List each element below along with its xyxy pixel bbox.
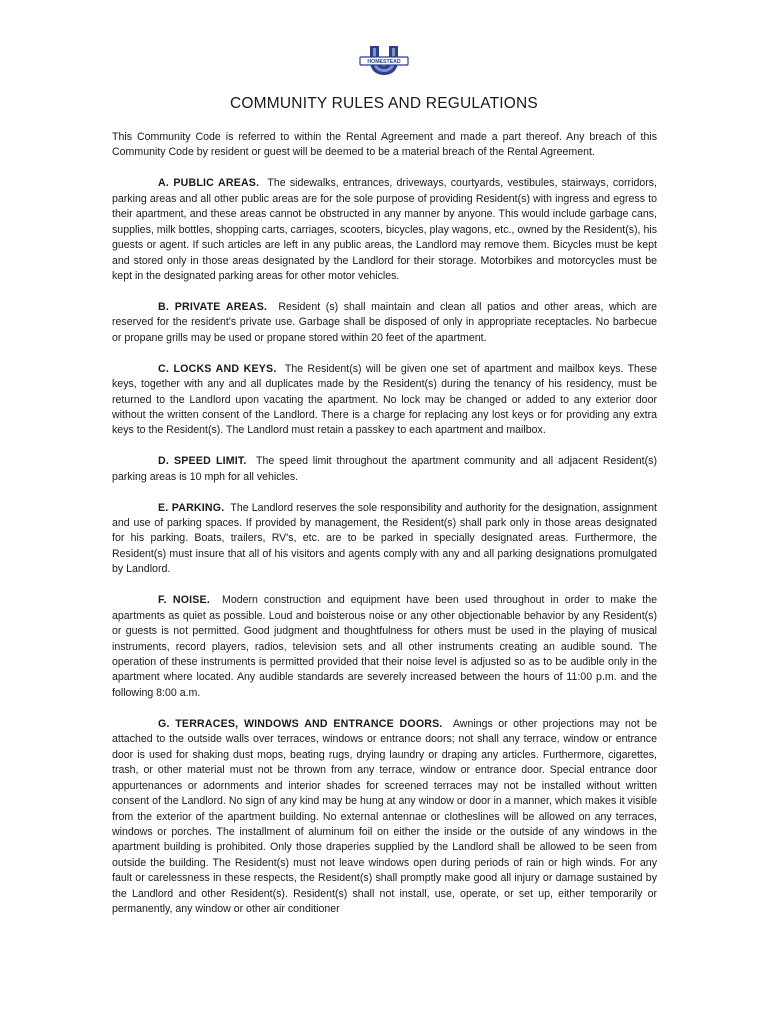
section-f-paragraph (112, 593, 657, 701)
section-e-text: The Landlord reserves the sole responsibility and authority for the designation, assignment and use of parking spaces. If provided by management, the Resident(s) shall park only in those areas designated for his parking. Boats, trailers, RV's, etc. are to be parked in specially designated areas. Furthermore, the Resident(s) must insure that all of his visitors and agents comply with any and all parking designations promulgated by Landlord. (112, 501, 657, 576)
section-b-text: Resident (s) shall maintain and clean all patios and other areas, which are reserved for the resident's private use. Garbage shall be disposed of only in appropriate receptacles. No barbecue or propane grills may be used or propane stored within 20 feet of the apartment. (112, 300, 657, 344)
section-e-heading: E. PARKING. (158, 501, 225, 514)
document-body (112, 130, 657, 933)
section-a-text: The sidewalks, entrances, driveways, courtyards, vestibules, stairways, corridors, parking areas and all other public areas are for the sole purpose of providing Resident(s) with ingress and egress to their apartment, and these areas cannot be obstructed in any manner by anyone. This would include garbage cans, supplies, milk bottles, shopping carts, carriages, scooters, bicycles, play wagons, etc., owned by the Resident(s), his guests or agent. If such articles are left in any public areas, the Landlord may remove them. Bicycles must be kept and stored only in those areas designated by the Landlord for their storage. Motorbikes and motorcycles must be kept in the designated parking areas for other motor vehicles. (112, 177, 657, 283)
section-c-text: The Resident(s) will be given one set of apartment and mailbox keys. These keys, together with any and all duplicates made by the Resident(s) during the tenancy of his residency, must be returned to the Landlord upon vacating the apartment. No lock may be changed or added to any exterior door without the written consent of the Landlord. There is a charge for replacing any lost keys or for providing any extra keys to the Resident(s). The Landlord must retain a passkey to each apartment and mailbox. (112, 362, 658, 437)
logo-wordmark: HOMESTEAD (367, 59, 401, 66)
section-g-paragraph (112, 717, 657, 918)
homestead-logo (358, 44, 410, 80)
section-a-paragraph (112, 176, 657, 284)
section-d-paragraph (112, 454, 657, 485)
section-b-paragraph (112, 300, 657, 346)
section-a-heading: A. PUBLIC AREAS. (158, 177, 260, 190)
section-e-paragraph (112, 501, 657, 578)
section-f-heading: F. NOISE. (158, 594, 210, 607)
section-g-heading: G. TERRACES, WINDOWS AND ENTRANCE DOORS. (158, 717, 443, 730)
section-d-heading: D. SPEED LIMIT. (158, 455, 247, 468)
section-f-text: Modern construction and equipment have been used throughout in order to make the apartments as quiet as possible. Loud and boisterous noise or any other objectionable behavior by any Resident(s) or guests is not permitted. Good judgment and thoughtfulness for others must be used in the playing of musical instruments, record players, radios, television sets and all other instruments creating an audible sound. The operation of these instruments is permitted provided that their noise level is adjusted so as to be audible only in the apartment where located. Any audible standards are severely increased between the hours of 11:00 p.m. and the following 8:00 a.m. (112, 594, 657, 699)
section-d-text: The speed limit throughout the apartment community and all adjacent Resident(s) parking areas is 10 mph for all vehicles. (112, 455, 657, 483)
document-title: COMMUNITY RULES AND REGULATIONS (230, 95, 538, 112)
section-g-text: Awnings or other projections may not be attached to the outside walls over terraces, windows or entrance doors; not shall any terrace, window or entrance door is used for shaking dust mops, beating rugs, drying laundry or draping any articles. Furthermore, cigarettes, trash, or other material must not be thrown from any terrace, window or entrance door. Special entrance door appurtenances or adornments and interior shades for screened terraces may not be installed without written consent of the Landlord. No sign of any kind may be hung at any window or door in a manner, which makes it visible from the exterior of the apartment building. No external antennae or clotheslines will be allowed on any terraces, windows or porches. The installment of aluminum foil on either the inside or the outside of any windows in the apartment building is prohibited. Only those draperies supplied by the Landlord shall be allowed to be seen from outside the building. The Resident(s) must not leave windows open during periods of rain or high winds. For any fault or carelessness in these respects, the Resident(s) shall promptly make good all injury or damage sustained by the Landlord and other Resident(s). Resident(s) shall not install, use, operate, or set up, either temporarily or permanently, any window or other air conditioner (112, 717, 657, 916)
section-b-heading: B. PRIVATE AREAS. (158, 300, 268, 313)
intro-paragraph: This Community Code is referred to within the Rental Agreement and made a part thereof. Any breach of this Community Code by resident or guest will be deemed to be a material breach of the Rental Agreement. (112, 131, 657, 159)
section-c-heading: C. LOCKS AND KEYS. (158, 362, 277, 375)
section-c-paragraph (112, 362, 657, 439)
